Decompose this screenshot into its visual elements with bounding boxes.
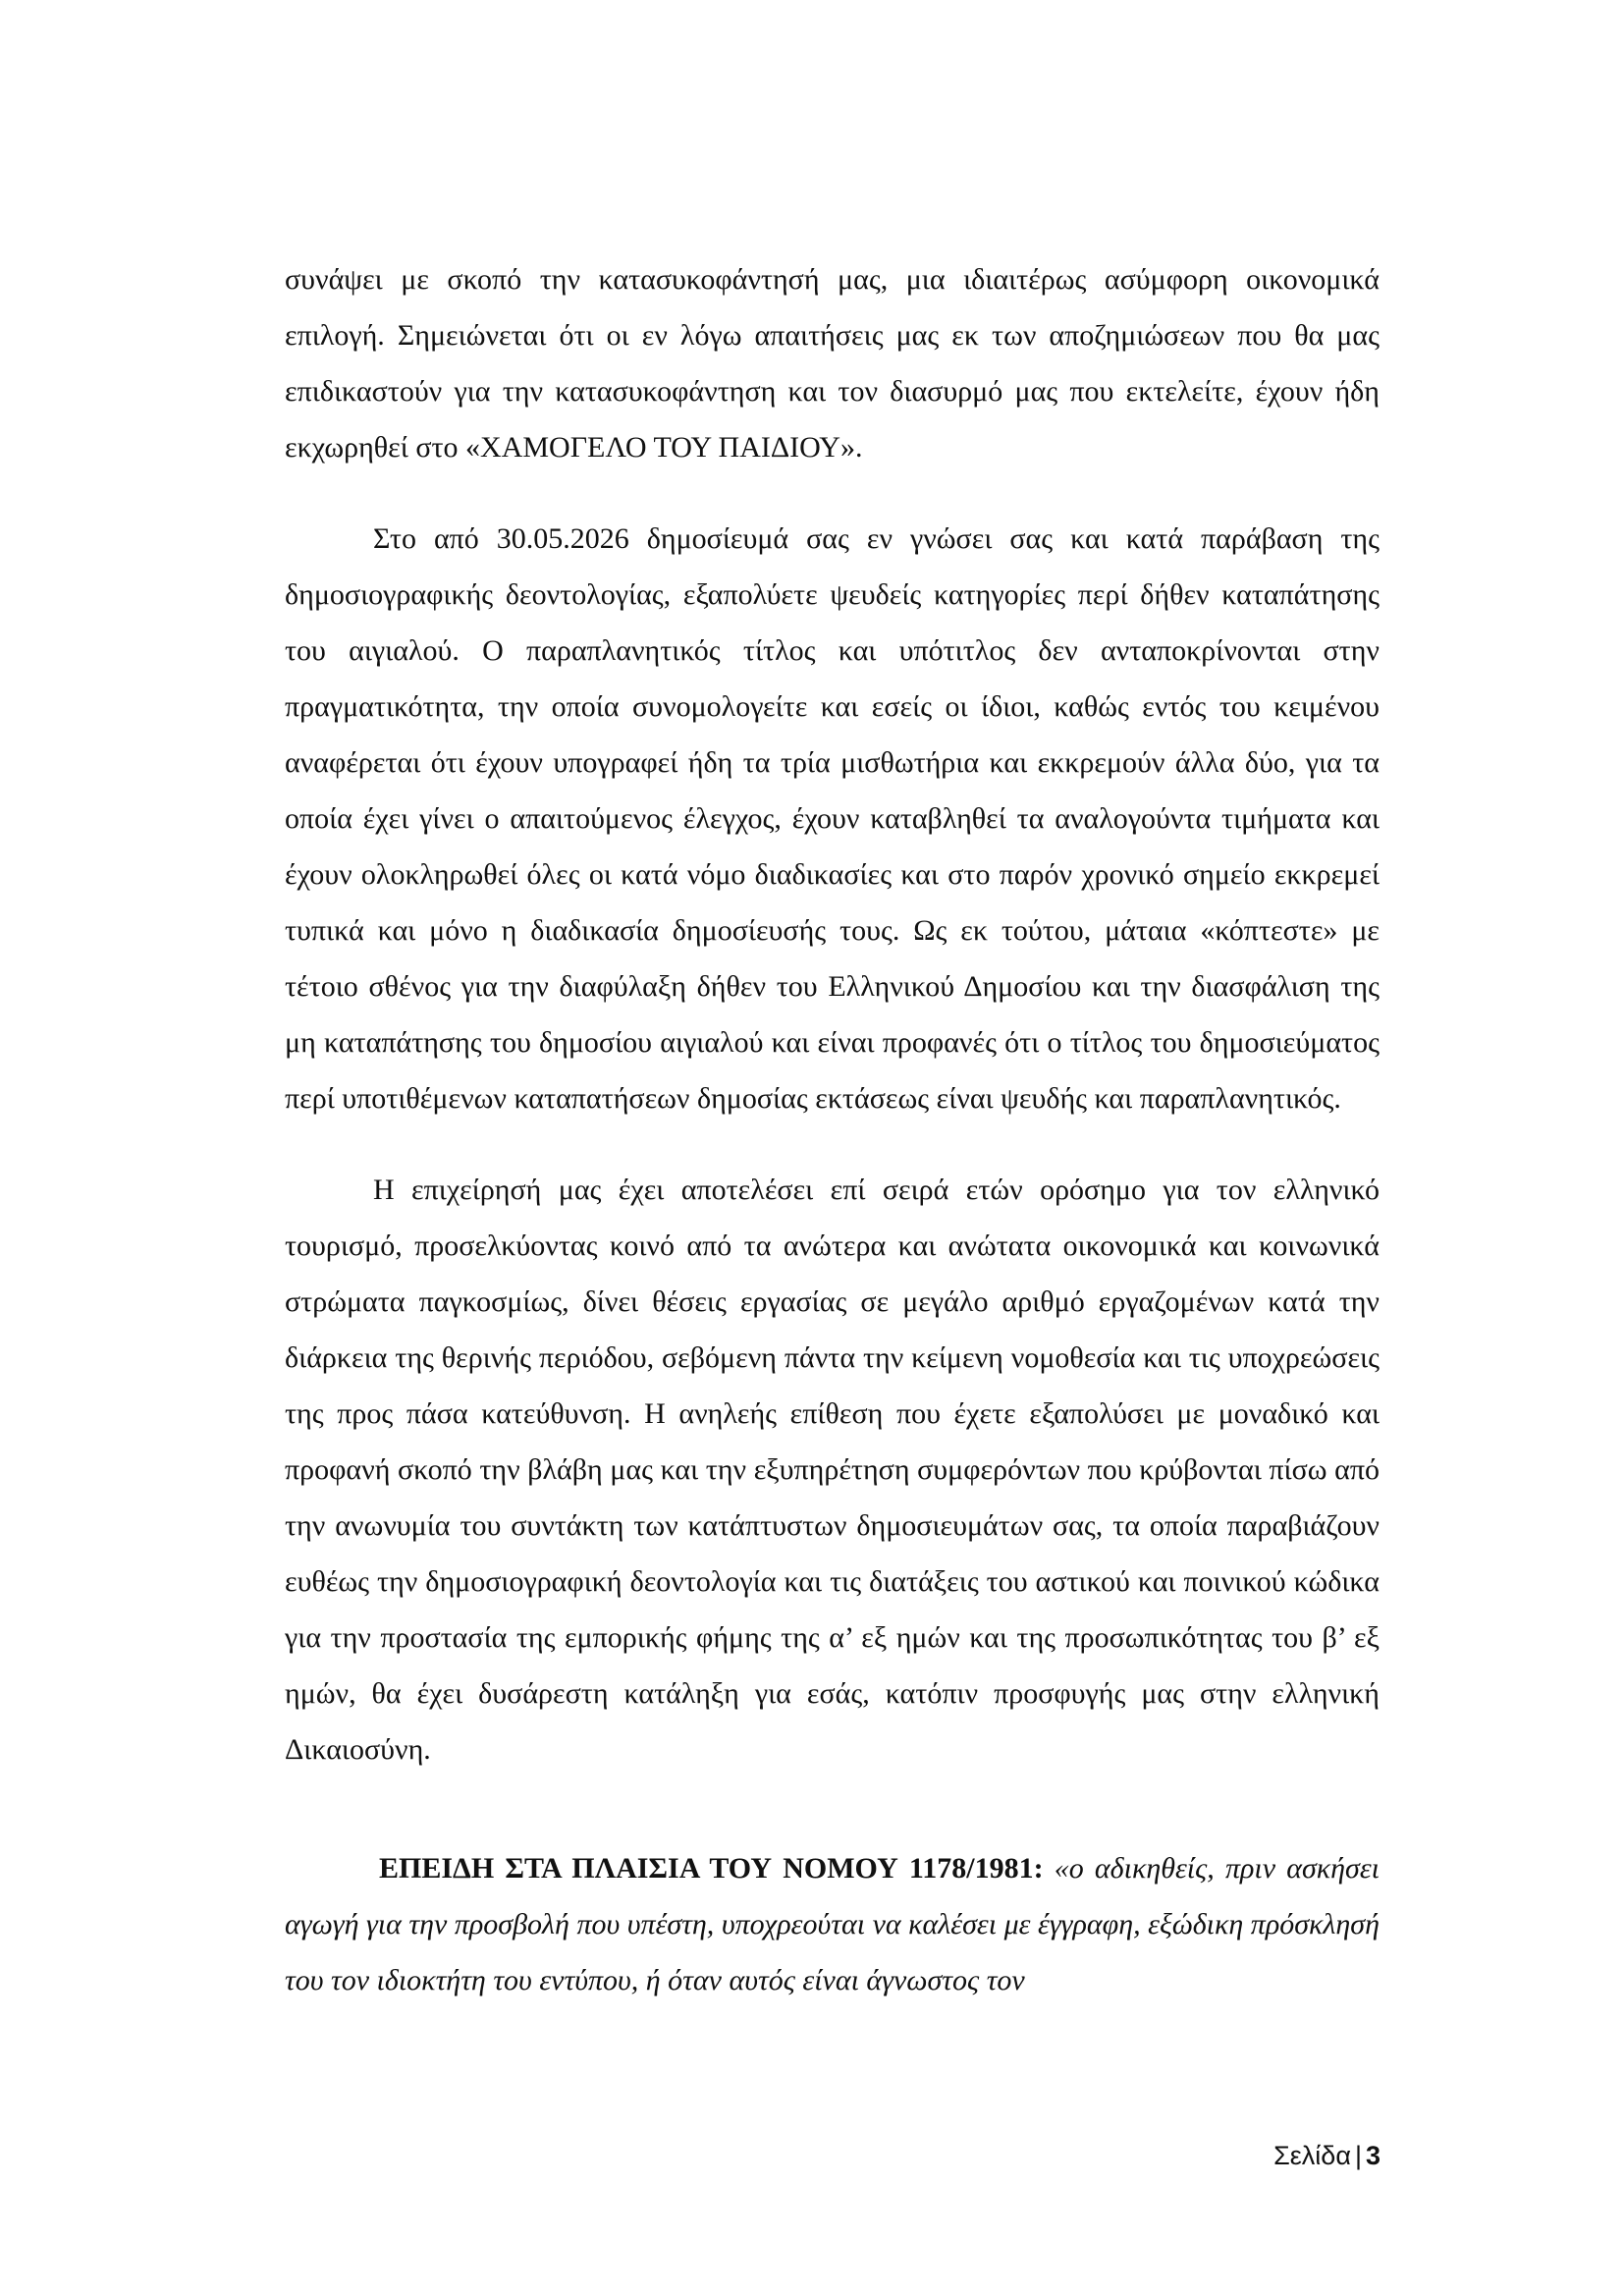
page-number: 3 [1365, 2141, 1380, 2170]
page-separator: | [1354, 2141, 1362, 2170]
legal-quote: «ο αδικηθείς, πριν ασκήσει αγωγή για την προσβολή που υπέστη, υποχρεούται να καλέσει με έγγραφη, εξώδικη πρόσκλησή του τον ιδιοκτήτη του εντύπου, ή όταν αυτός είναι άγνωστος τον [285, 1852, 1380, 1996]
paragraph-1: συνάψει με σκοπό την κατασυκοφάντησή μας, μια ιδιαιτέρως ασύμφορη οικονομικά επιλογή. Σημειώνεται ότι οι εν λόγω απαιτήσεις μας εκ των αποζημιώσεων που θα μας επιδικαστούν για την κατασυκοφάντηση και τον διασυρμό μας που εκτελείτε, έχουν ήδη εκχωρηθεί στο «ΧΑΜΟΓΕΛΟ ΤΟΥ ΠΑΙΔΙΟΥ». [285, 263, 1380, 464]
paragraph-3: Η επιχείρησή μας έχει αποτελέσει επί σειρά ετών ορόσημο για τον ελληνικό τουρισμό, προσελκύοντας κοινό από τα ανώτερα και ανώτατα οικονομικά και κοινωνικά στρώματα παγκοσμίως, δίνει θέσεις εργασίας σε μεγάλο αριθμό εργαζομένων κατά την διάρκεια της θερινής περιόδου, σεβόμενη πάντα την κείμενη νομοθεσία και τις υποχρεώσεις της προς πάσα κατεύθυνση. Η ανηλεής επίθεση που έχετε εξαπολύσει με μοναδικό και προφανή σκοπό την βλάβη μας και την εξυπηρέτηση συμφερόντων που κρύβονται πίσω από την ανωνυμία του συντάκτη των κατάπτυστων δημοσιευμάτων σας, τα οποία παραβιάζουν ευθέως την δημοσιογραφική δεοντολογία και τις διατάξεις του αστικού και ποινικού κώδικα για την προστασία της εμπορικής φήμης της α’ εξ ημών και της προσωπικότητας του β’ εξ ημών, θα έχει δυσάρεστη κατάληξη για εσάς, κατόπιν προσφυγής μας στην ελληνική Δικαιοσύνη. [285, 1174, 1380, 1766]
page-footer [1273, 2139, 1380, 2172]
paragraph-4 [285, 1840, 1380, 2008]
page-label: Σελίδα [1273, 2141, 1351, 2170]
legal-heading: ΕΠΕΙΔΗ ΣΤΑ ΠΛΑΙΣΙΑ ΤΟΥ ΝΟΜΟΥ 1178/1981: [379, 1852, 1044, 1885]
paragraph-2: Στο από 30.05.2026 δημοσίευμά σας εν γνώσει σας και κατά παράβαση της δημοσιογραφικής δεοντολογίας, εξαπολύετε ψευδείς κατηγορίες περί δήθεν καταπάτησης του αιγιαλού. Ο παραπλανητικός τίτλος και υπότιτλος δεν ανταποκρίνονται στην πραγματικότητα, την οποία συνομολογείτε και εσείς οι ίδιοι, καθώς εντός του κειμένου αναφέρεται ότι έχουν υπογραφεί ήδη τα τρία μισθωτήρια και εκκρεμούν άλλα δύο, για τα οποία έχει γίνει ο απαιτούμενος έλεγχος, έχουν καταβληθεί τα αναλογούντα τιμήματα και έχουν ολοκληρωθεί όλες οι κατά νόμο διαδικασίες και στο παρόν χρονικό σημείο εκκρεμεί τυπικά και μόνο η διαδικασία δημοσίευσής τους. Ως εκ τούτου, μάταια «κόπτεστε» με τέτοιο σθένος για την διαφύλαξη δήθεν του Ελληνικού Δημοσίου και την διασφάλιση της μη καταπάτησης του δημοσίου αιγιαλού και είναι προφανές ότι ο τίτλος του δημοσιεύματος περί υποτιθέμενων καταπατήσεων δημοσίας εκτάσεως είναι ψευδής και παραπλανητικός. [285, 522, 1380, 1115]
